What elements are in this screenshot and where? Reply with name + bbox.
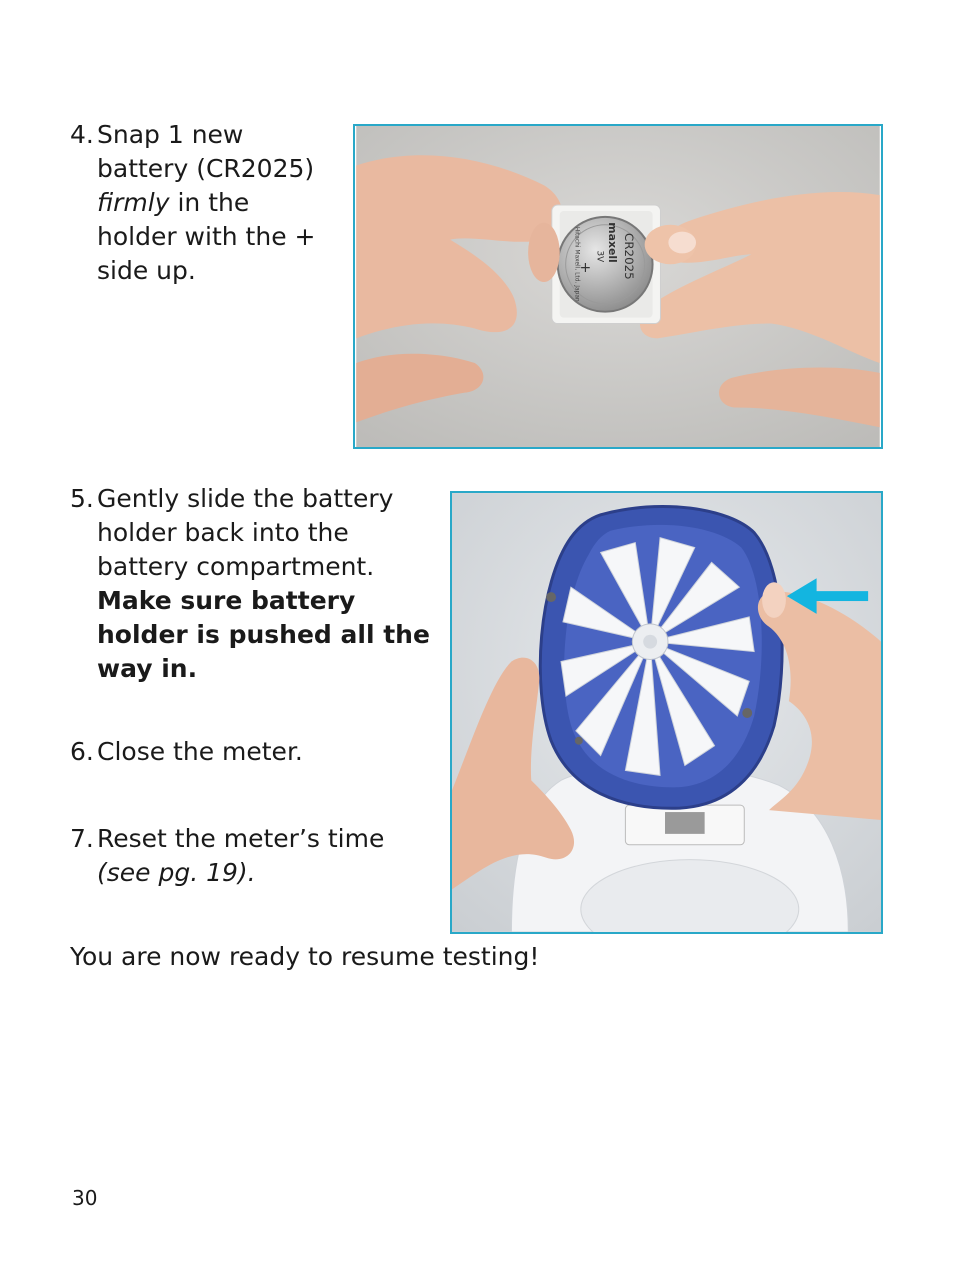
step-text-line: holder back into the: [97, 518, 349, 547]
emphasis-text: firmly: [97, 188, 170, 217]
step-text-line: Reset the meter’s time: [97, 824, 385, 853]
step-text-line: side up.: [97, 256, 196, 285]
battery-voltage-label: 3V: [594, 250, 605, 263]
battery-holder-photo: [353, 124, 883, 449]
step-4: [70, 118, 315, 288]
step-text-line: Snap 1 new: [97, 120, 244, 149]
battery-model-label: CR2025: [621, 233, 636, 280]
step-text-line: Gently slide the battery: [97, 484, 394, 513]
step-number: 4.: [70, 120, 94, 149]
battery-holder-illustration: [355, 126, 881, 447]
step-text-line: [97, 186, 315, 220]
meter-open-photo: [450, 491, 883, 934]
step-text-line: holder with the +: [97, 222, 316, 251]
step-6: [70, 735, 303, 769]
meter-compartment-illustration: [452, 493, 881, 932]
step-text-line: Close the meter.: [97, 737, 303, 766]
plus-sign-icon: +: [579, 260, 592, 277]
page-number: 30: [72, 1186, 98, 1210]
step-number: 5.: [70, 484, 94, 513]
closing-text: You are now ready to resume testing!: [70, 942, 540, 971]
step-number: 6.: [70, 737, 94, 766]
step-text-line: battery (CR2025): [97, 154, 315, 183]
page-reference: (see pg. 19).: [97, 858, 256, 887]
step-text-fragment: in the: [169, 188, 250, 217]
battery-origin-label: Hitachi Maxell, Ltd. Japan: [573, 226, 580, 302]
step-bold-line: way in.: [97, 654, 198, 683]
battery-brand-label: maxell: [606, 222, 620, 263]
step-text-line: battery compartment.: [97, 552, 375, 581]
step-7: [70, 822, 384, 890]
step-number: 7.: [70, 824, 94, 853]
step-bold-line: holder is pushed all the: [97, 620, 430, 649]
step-5: [70, 482, 430, 686]
step-bold-line: Make sure battery: [97, 586, 356, 615]
